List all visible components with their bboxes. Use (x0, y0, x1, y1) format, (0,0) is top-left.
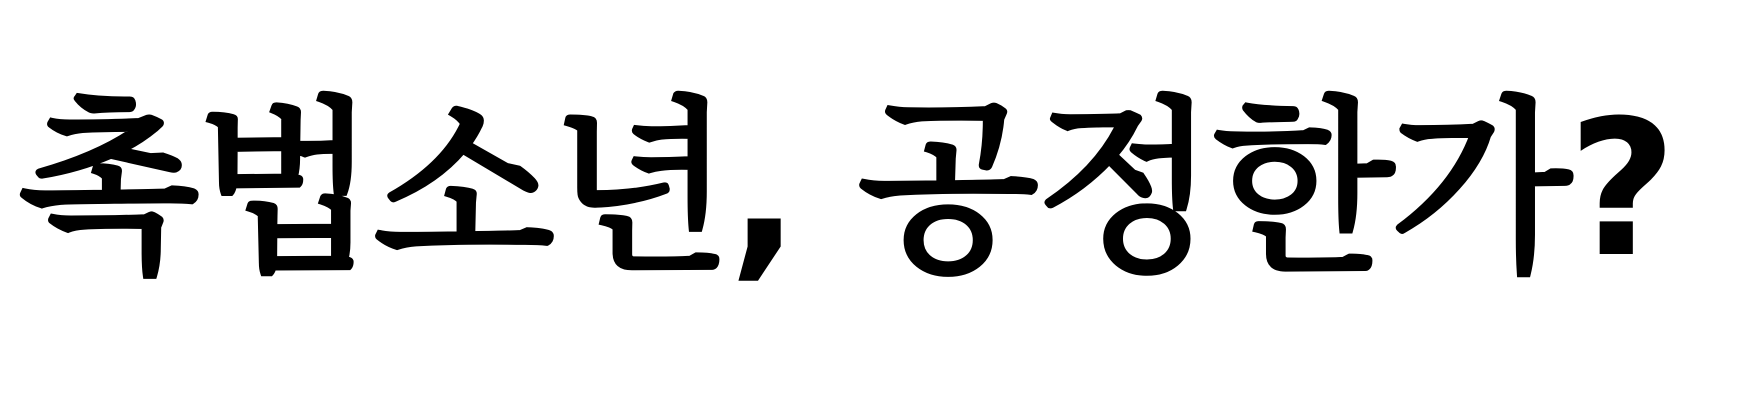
headline-text: 촉법소년, 공정한가? (18, 80, 1673, 299)
